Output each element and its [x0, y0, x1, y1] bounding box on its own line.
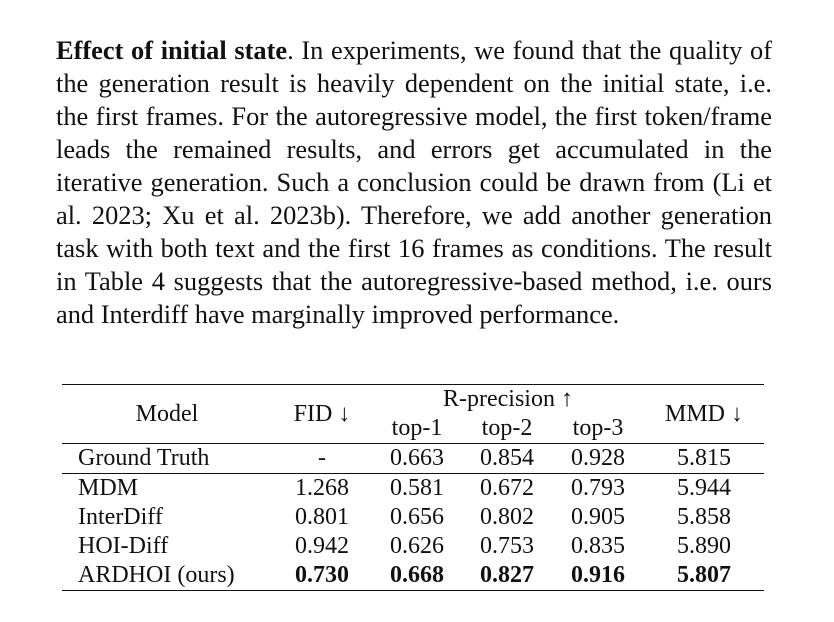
cell-model: Ground Truth: [78, 445, 210, 471]
cell-fid: 0.730: [295, 562, 349, 588]
cell-fid: -: [318, 445, 326, 471]
cell-fid: 1.268: [295, 475, 349, 501]
table-header: [62, 385, 764, 444]
cell-top3: 0.835: [571, 533, 625, 559]
header-model: Model: [135, 400, 199, 427]
cell-top1: 0.663: [390, 445, 444, 471]
cell-model: InterDiff: [78, 504, 163, 530]
cell-mmd: 5.815: [677, 445, 731, 471]
cell-top3: 0.916: [571, 562, 625, 588]
cell-top1: 0.656: [390, 504, 444, 530]
table-row: [62, 503, 764, 532]
cell-top3: 0.793: [571, 475, 625, 501]
cell-mmd: 5.944: [677, 475, 731, 501]
cell-top2: 0.827: [480, 562, 534, 588]
cell-model: HOI-Diff: [78, 533, 169, 559]
cell-model: ARDHOI (ours): [78, 562, 235, 588]
cell-top3: 0.905: [571, 504, 625, 530]
cell-fid: 0.801: [295, 504, 349, 530]
header-top3: top-3: [572, 415, 624, 441]
cell-top2: 0.854: [480, 445, 534, 471]
header-fid: FID ↓: [293, 400, 351, 427]
cell-model: MDM: [78, 475, 139, 501]
results-table: [62, 384, 764, 591]
cell-top1: 0.668: [390, 562, 444, 588]
cell-mmd: 5.858: [677, 504, 731, 530]
cell-top1: 0.626: [390, 533, 444, 559]
cell-top3: 0.928: [571, 445, 625, 471]
cell-top2: 0.672: [480, 475, 534, 501]
cell-mmd: 5.890: [677, 533, 731, 559]
header-top1: top-1: [391, 415, 443, 441]
header-mmd: MMD ↓: [664, 400, 743, 427]
cell-mmd: 5.807: [677, 562, 731, 588]
cell-top1: 0.581: [390, 475, 444, 501]
cell-fid: 0.942: [295, 533, 349, 559]
table-row: [62, 474, 764, 504]
cell-top2: 0.802: [480, 504, 534, 530]
header-top2: top-2: [481, 415, 533, 441]
body-paragraph: [56, 34, 772, 331]
table-row: [62, 532, 764, 561]
table-row-ours: [62, 561, 764, 591]
table-row-ground-truth: [62, 444, 764, 474]
cell-top2: 0.753: [480, 533, 534, 559]
header-r-precision: R-precision ↑: [443, 386, 573, 412]
paragraph-heading: Effect of initial state: [56, 35, 288, 65]
paragraph-text: . In experiments, we found that the quality of the generation result is heavily dependent on the initial state, i.e. the first frames. For the autoregressive model, the first token/frame leads the remained results, and errors get accumulated in the iterative generation. Such a conclusion could be drawn from (Li et al. 2023; Xu et al. 2023b). Therefore, we add another generation task with both text and the first 16 frames as conditions. The result in Table 4 suggests that the autoregressive-based method, i.e. ours and Interdiff have marginally improved performance.: [56, 35, 772, 329]
